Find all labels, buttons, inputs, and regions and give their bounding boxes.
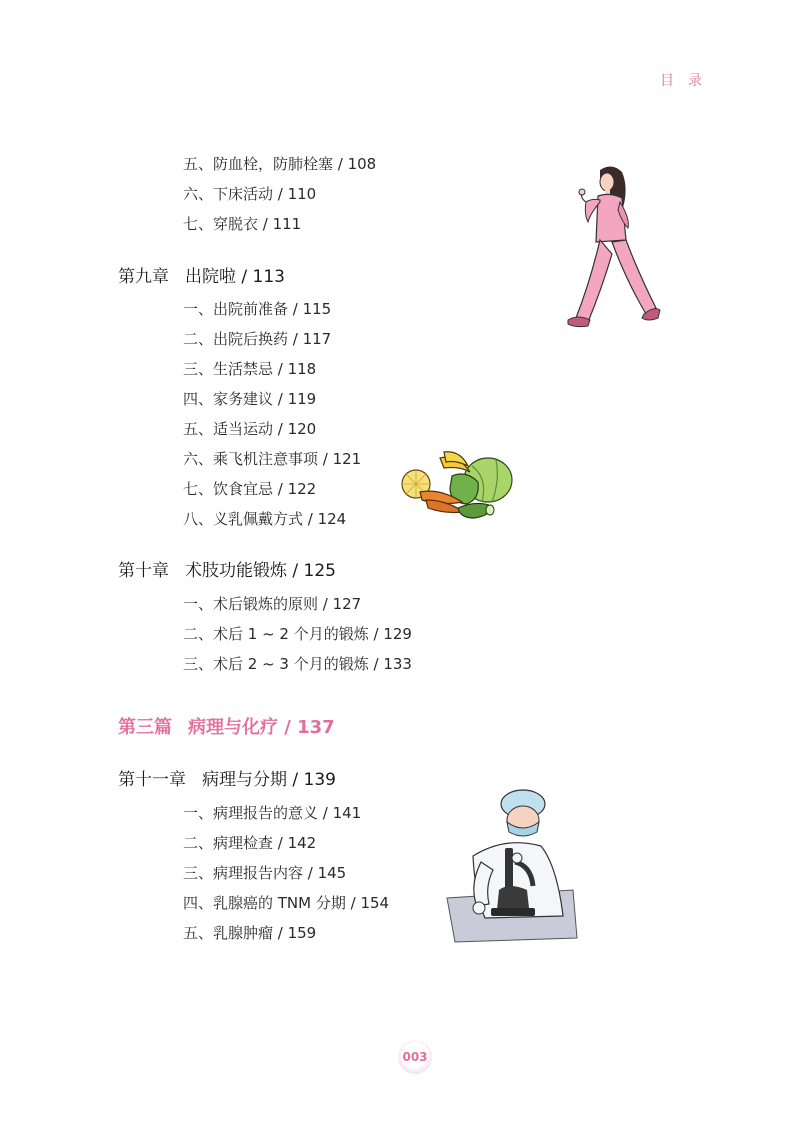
toc-part-3[interactable] (118, 713, 335, 739)
chapter-title: 出院啦 / 113 (185, 267, 285, 287)
toc-item[interactable]: 一、病理报告的意义 / 141 (183, 804, 362, 822)
toc-item[interactable]: 七、穿脱衣 / 111 (183, 215, 302, 233)
toc-item[interactable]: 三、术后 2 ~ 3 个月的锻炼 / 133 (183, 655, 412, 673)
chapter-number: 第十章 (118, 561, 169, 581)
toc-item[interactable]: 五、适当运动 / 120 (183, 420, 317, 438)
chapter-title: 术肢功能锻炼 / 125 (185, 561, 336, 581)
toc-item[interactable]: 一、术后锻炼的原则 / 127 (183, 595, 362, 613)
chapter-title: 病理与分期 / 139 (202, 770, 336, 790)
toc-item[interactable]: 二、出院后换药 / 117 (183, 330, 332, 348)
toc-item[interactable]: 一、出院前准备 / 115 (183, 300, 332, 318)
toc-chapter-10[interactable] (118, 556, 336, 581)
toc-item[interactable]: 三、病理报告内容 / 145 (183, 864, 347, 882)
toc-item[interactable]: 八、义乳佩戴方式 / 124 (183, 510, 347, 528)
fruits-vegetables-illustration (400, 448, 518, 522)
page-number: 003 (398, 1040, 432, 1074)
part-title: 病理与化疗 / 137 (188, 717, 335, 738)
toc-item[interactable]: 六、下床活动 / 110 (183, 185, 317, 203)
toc-chapter-11[interactable] (118, 765, 336, 790)
toc-item[interactable]: 六、乘飞机注意事项 / 121 (183, 450, 362, 468)
toc-item[interactable]: 四、家务建议 / 119 (183, 390, 317, 408)
toc-item[interactable]: 四、乳腺癌的 TNM 分期 / 154 (183, 894, 390, 912)
doctor-microscope-illustration (445, 786, 579, 944)
toc-item[interactable]: 二、术后 1 ~ 2 个月的锻炼 / 129 (183, 625, 412, 643)
toc-item[interactable]: 三、生活禁忌 / 118 (183, 360, 317, 378)
toc-item[interactable]: 五、防血栓，防肺栓塞 / 108 (183, 155, 377, 173)
toc-item[interactable]: 二、病理检查 / 142 (183, 834, 317, 852)
toc-item[interactable]: 七、饮食宜忌 / 122 (183, 480, 317, 498)
chapter-number: 第九章 (118, 267, 169, 287)
toc-item[interactable]: 五、乳腺肿瘤 / 159 (183, 924, 317, 942)
running-header: 目录 (660, 73, 716, 89)
part-number: 第三篇 (118, 717, 172, 738)
toc-chapter-9[interactable] (118, 262, 285, 287)
chapter-number: 第十一章 (118, 770, 186, 790)
walking-woman-illustration (560, 162, 670, 334)
